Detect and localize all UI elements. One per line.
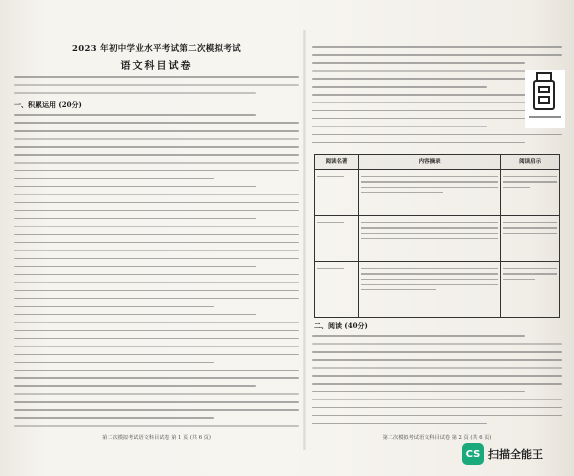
table-header-insight: 阅读启示 bbox=[501, 155, 560, 170]
page-fold bbox=[303, 30, 306, 450]
watermark-label: 扫描全能王 bbox=[488, 448, 543, 461]
section-2-heading: 二、阅读 (40分) bbox=[314, 321, 368, 330]
table-header-excerpt: 内容摘录 bbox=[359, 155, 501, 170]
qr-seal-graphic bbox=[525, 70, 565, 128]
left-page bbox=[14, 38, 299, 443]
table-row bbox=[315, 216, 560, 262]
table-header-book: 阅读名著 bbox=[315, 155, 359, 170]
exam-subtitle: 语文科目试卷 bbox=[120, 61, 193, 72]
exam-title: 2023 年初中学业水平考试第二次模拟考试 bbox=[72, 44, 241, 54]
section-1-heading: 一、积累运用 (20分) bbox=[14, 100, 82, 109]
table-row bbox=[315, 262, 560, 318]
reading-table bbox=[314, 154, 560, 318]
table-row bbox=[315, 170, 560, 216]
right-page-footer: 第二次模拟考试语文科目试卷 第 2 页 (共 6 页) bbox=[382, 435, 492, 441]
section-1-body bbox=[14, 114, 299, 433]
instructions-block bbox=[14, 76, 299, 100]
camscanner-logo-icon: CS bbox=[462, 443, 484, 465]
left-page-footer: 第二次模拟考试语文科目试卷 第 1 页 (共 6 页) bbox=[102, 435, 211, 441]
section-2-body bbox=[312, 335, 562, 431]
scanner-watermark bbox=[462, 441, 543, 467]
